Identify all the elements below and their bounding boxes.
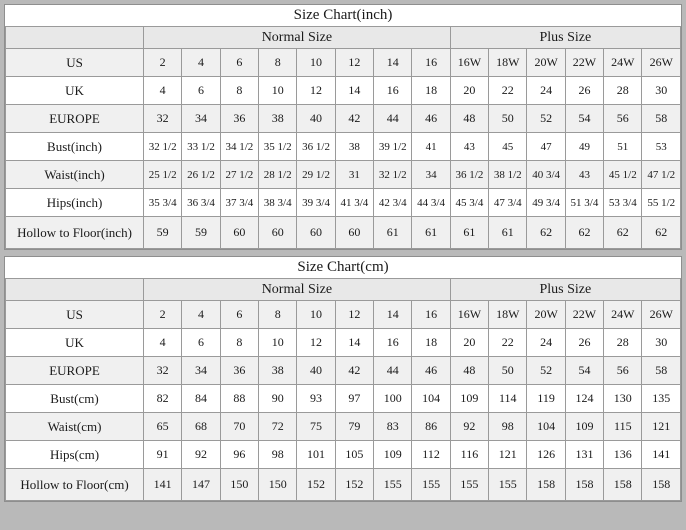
- cell: 6: [182, 77, 220, 105]
- cell: 38 1/2: [489, 161, 527, 189]
- cell: 92: [450, 413, 488, 441]
- cell: 24: [527, 329, 565, 357]
- cell: 12: [335, 301, 373, 329]
- cell: 4: [144, 77, 182, 105]
- cell: 53: [642, 133, 681, 161]
- size-chart-cm-table: [5, 257, 681, 501]
- cell: 32 1/2: [144, 133, 182, 161]
- cell: 52: [527, 105, 565, 133]
- cell: 18W: [489, 49, 527, 77]
- cell: 2: [144, 301, 182, 329]
- cell: 16: [374, 329, 412, 357]
- cell: 59: [182, 217, 220, 249]
- cell: 130: [604, 385, 642, 413]
- cell: 47: [527, 133, 565, 161]
- cell: 39 3/4: [297, 189, 335, 217]
- row-label: EUROPE: [6, 105, 144, 133]
- table-row: [6, 329, 681, 357]
- cell: 16W: [450, 49, 488, 77]
- cell: 96: [220, 441, 258, 469]
- table-row: [6, 189, 681, 217]
- cell: 141: [642, 441, 681, 469]
- cell: 158: [604, 469, 642, 501]
- cell: 92: [182, 441, 220, 469]
- cell: 22: [489, 329, 527, 357]
- cell: 20W: [527, 301, 565, 329]
- cell: 12: [297, 77, 335, 105]
- cell: 24W: [604, 301, 642, 329]
- title-row: [6, 257, 681, 279]
- cell: 126: [527, 441, 565, 469]
- cell: 18: [412, 329, 450, 357]
- cell: 36 1/2: [450, 161, 488, 189]
- cell: 49 3/4: [527, 189, 565, 217]
- cell: 30: [642, 77, 681, 105]
- cell: 6: [220, 301, 258, 329]
- cell: 158: [527, 469, 565, 501]
- cell: 114: [489, 385, 527, 413]
- cell: 62: [527, 217, 565, 249]
- cell: 26: [565, 329, 603, 357]
- cell: 42: [335, 357, 373, 385]
- cell: 44 3/4: [412, 189, 450, 217]
- row-label: Bust(inch): [6, 133, 144, 161]
- table-row: [6, 469, 681, 501]
- cell: 60: [297, 217, 335, 249]
- cell: 150: [259, 469, 297, 501]
- cell: 61: [489, 217, 527, 249]
- cell: 33 1/2: [182, 133, 220, 161]
- table-row: [6, 161, 681, 189]
- cell: 16W: [450, 301, 488, 329]
- cell: 38 3/4: [259, 189, 297, 217]
- cell: 51: [604, 133, 642, 161]
- cell: 84: [182, 385, 220, 413]
- cell: 65: [144, 413, 182, 441]
- cell: 155: [412, 469, 450, 501]
- cell: 158: [642, 469, 681, 501]
- cell: 43: [450, 133, 488, 161]
- cell: 98: [489, 413, 527, 441]
- cell: 93: [297, 385, 335, 413]
- title-row: [6, 5, 681, 27]
- cell: 44: [374, 357, 412, 385]
- cell: 91: [144, 441, 182, 469]
- cell: 2: [144, 49, 182, 77]
- cell: 61: [450, 217, 488, 249]
- cell: 25 1/2: [144, 161, 182, 189]
- cell: 59: [144, 217, 182, 249]
- cell: 45 1/2: [604, 161, 642, 189]
- row-label: Hips(inch): [6, 189, 144, 217]
- cell: 16: [374, 77, 412, 105]
- group-header-row: [6, 279, 681, 301]
- cell: 82: [144, 385, 182, 413]
- cell: 36 3/4: [182, 189, 220, 217]
- cell: 79: [335, 413, 373, 441]
- chart-title: Size Chart(inch): [6, 5, 681, 27]
- cell: 12: [335, 49, 373, 77]
- row-label: Waist(cm): [6, 413, 144, 441]
- cell: 44: [374, 105, 412, 133]
- cell: 41: [412, 133, 450, 161]
- cell: 14: [335, 77, 373, 105]
- cell: 60: [335, 217, 373, 249]
- cell: 109: [565, 413, 603, 441]
- cell: 28 1/2: [259, 161, 297, 189]
- table-row: [6, 413, 681, 441]
- group-header-plus: Plus Size: [450, 279, 680, 301]
- cell: 34: [412, 161, 450, 189]
- cell: 10: [297, 49, 335, 77]
- table-row: [6, 133, 681, 161]
- chart-title: Size Chart(cm): [6, 257, 681, 279]
- cell: 32 1/2: [374, 161, 412, 189]
- row-label: UK: [6, 329, 144, 357]
- cell: 55 1/2: [642, 189, 681, 217]
- cell: 4: [144, 329, 182, 357]
- cell: 62: [642, 217, 681, 249]
- cell: 26W: [642, 301, 681, 329]
- cell: 35 1/2: [259, 133, 297, 161]
- cell: 42: [335, 105, 373, 133]
- cell: 32: [144, 357, 182, 385]
- cell: 20: [450, 329, 488, 357]
- cell: 116: [450, 441, 488, 469]
- row-label: US: [6, 49, 144, 77]
- cell: 47 3/4: [489, 189, 527, 217]
- row-label: Bust(cm): [6, 385, 144, 413]
- cell: 83: [374, 413, 412, 441]
- table-row: [6, 105, 681, 133]
- cell: 72: [259, 413, 297, 441]
- cell: 56: [604, 357, 642, 385]
- row-label: EUROPE: [6, 357, 144, 385]
- cell: 88: [220, 385, 258, 413]
- cell: 31: [335, 161, 373, 189]
- cell: 16: [412, 301, 450, 329]
- cell: 28: [604, 329, 642, 357]
- cell: 53 3/4: [604, 189, 642, 217]
- cell: 75: [297, 413, 335, 441]
- cell: 40: [297, 105, 335, 133]
- cell: 62: [604, 217, 642, 249]
- cell: 68: [182, 413, 220, 441]
- cell: 8: [220, 329, 258, 357]
- row-label: UK: [6, 77, 144, 105]
- cell: 112: [412, 441, 450, 469]
- cell: 60: [259, 217, 297, 249]
- cell: 46: [412, 105, 450, 133]
- cell: 14: [374, 301, 412, 329]
- table-row: [6, 385, 681, 413]
- cell: 26 1/2: [182, 161, 220, 189]
- cell: 90: [259, 385, 297, 413]
- cell: 50: [489, 357, 527, 385]
- cell: 30: [642, 329, 681, 357]
- cell: 60: [220, 217, 258, 249]
- table-row: [6, 217, 681, 249]
- cell: 43: [565, 161, 603, 189]
- cell: 8: [259, 301, 297, 329]
- table-row: [6, 77, 681, 105]
- group-header-plus: Plus Size: [450, 27, 680, 49]
- cell: 61: [374, 217, 412, 249]
- cell: 39 1/2: [374, 133, 412, 161]
- cell: 141: [144, 469, 182, 501]
- cell: 36: [220, 357, 258, 385]
- table-row: [6, 357, 681, 385]
- row-label: Hips(cm): [6, 441, 144, 469]
- cell: 20W: [527, 49, 565, 77]
- cell: 135: [642, 385, 681, 413]
- cell: 104: [527, 413, 565, 441]
- cell: 6: [182, 329, 220, 357]
- cell: 24: [527, 77, 565, 105]
- cell: 58: [642, 357, 681, 385]
- group-header-row: [6, 27, 681, 49]
- size-chart-inch: [4, 4, 682, 250]
- cell: 10: [259, 329, 297, 357]
- cell: 38: [259, 105, 297, 133]
- cell: 47 1/2: [642, 161, 681, 189]
- table-row: [6, 49, 681, 77]
- cell: 115: [604, 413, 642, 441]
- cell: 49: [565, 133, 603, 161]
- cell: 38: [335, 133, 373, 161]
- cell: 22W: [565, 301, 603, 329]
- cell: 48: [450, 105, 488, 133]
- row-label: Waist(inch): [6, 161, 144, 189]
- cell: 98: [259, 441, 297, 469]
- cell: 40: [297, 357, 335, 385]
- cell: 34 1/2: [220, 133, 258, 161]
- cell: 45 3/4: [450, 189, 488, 217]
- cell: 56: [604, 105, 642, 133]
- cell: 14: [335, 329, 373, 357]
- cell: 109: [450, 385, 488, 413]
- cell: 16: [412, 49, 450, 77]
- row-label: Hollow to Floor(inch): [6, 217, 144, 249]
- cell: 152: [335, 469, 373, 501]
- cell: 22W: [565, 49, 603, 77]
- cell: 124: [565, 385, 603, 413]
- cell: 8: [220, 77, 258, 105]
- cell: 26W: [642, 49, 681, 77]
- cell: 152: [297, 469, 335, 501]
- cell: 109: [374, 441, 412, 469]
- cell: 51 3/4: [565, 189, 603, 217]
- table-row: [6, 441, 681, 469]
- cell: 97: [335, 385, 373, 413]
- cell: 46: [412, 357, 450, 385]
- cell: 45: [489, 133, 527, 161]
- cell: 18: [412, 77, 450, 105]
- cell: 32: [144, 105, 182, 133]
- cell: 10: [259, 77, 297, 105]
- cell: 155: [374, 469, 412, 501]
- cell: 155: [450, 469, 488, 501]
- size-chart-cm: [4, 256, 682, 502]
- group-header-spacer: [6, 279, 144, 301]
- cell: 4: [182, 301, 220, 329]
- cell: 37 3/4: [220, 189, 258, 217]
- cell: 48: [450, 357, 488, 385]
- cell: 58: [642, 105, 681, 133]
- cell: 27 1/2: [220, 161, 258, 189]
- cell: 38: [259, 357, 297, 385]
- table-row: [6, 301, 681, 329]
- cell: 105: [335, 441, 373, 469]
- cell: 50: [489, 105, 527, 133]
- cell: 52: [527, 357, 565, 385]
- cell: 100: [374, 385, 412, 413]
- cell: 62: [565, 217, 603, 249]
- cell: 150: [220, 469, 258, 501]
- cell: 6: [220, 49, 258, 77]
- cell: 28: [604, 77, 642, 105]
- row-label: US: [6, 301, 144, 329]
- cell: 42 3/4: [374, 189, 412, 217]
- cell: 101: [297, 441, 335, 469]
- group-header-spacer: [6, 27, 144, 49]
- cell: 104: [412, 385, 450, 413]
- cell: 14: [374, 49, 412, 77]
- row-label: Hollow to Floor(cm): [6, 469, 144, 501]
- cell: 29 1/2: [297, 161, 335, 189]
- cell: 26: [565, 77, 603, 105]
- cell: 22: [489, 77, 527, 105]
- cell: 158: [565, 469, 603, 501]
- group-header-normal: Normal Size: [144, 279, 451, 301]
- cell: 54: [565, 357, 603, 385]
- cell: 24W: [604, 49, 642, 77]
- cell: 40 3/4: [527, 161, 565, 189]
- cell: 41 3/4: [335, 189, 373, 217]
- cell: 61: [412, 217, 450, 249]
- cell: 12: [297, 329, 335, 357]
- cell: 20: [450, 77, 488, 105]
- cell: 10: [297, 301, 335, 329]
- cell: 147: [182, 469, 220, 501]
- size-chart-inch-table: [5, 5, 681, 249]
- cell: 121: [642, 413, 681, 441]
- cell: 131: [565, 441, 603, 469]
- cell: 8: [259, 49, 297, 77]
- cell: 155: [489, 469, 527, 501]
- cell: 119: [527, 385, 565, 413]
- group-header-normal: Normal Size: [144, 27, 451, 49]
- cell: 136: [604, 441, 642, 469]
- cell: 121: [489, 441, 527, 469]
- cell: 4: [182, 49, 220, 77]
- cell: 86: [412, 413, 450, 441]
- cell: 34: [182, 357, 220, 385]
- cell: 70: [220, 413, 258, 441]
- cell: 18W: [489, 301, 527, 329]
- cell: 36 1/2: [297, 133, 335, 161]
- cell: 36: [220, 105, 258, 133]
- cell: 54: [565, 105, 603, 133]
- cell: 34: [182, 105, 220, 133]
- cell: 35 3/4: [144, 189, 182, 217]
